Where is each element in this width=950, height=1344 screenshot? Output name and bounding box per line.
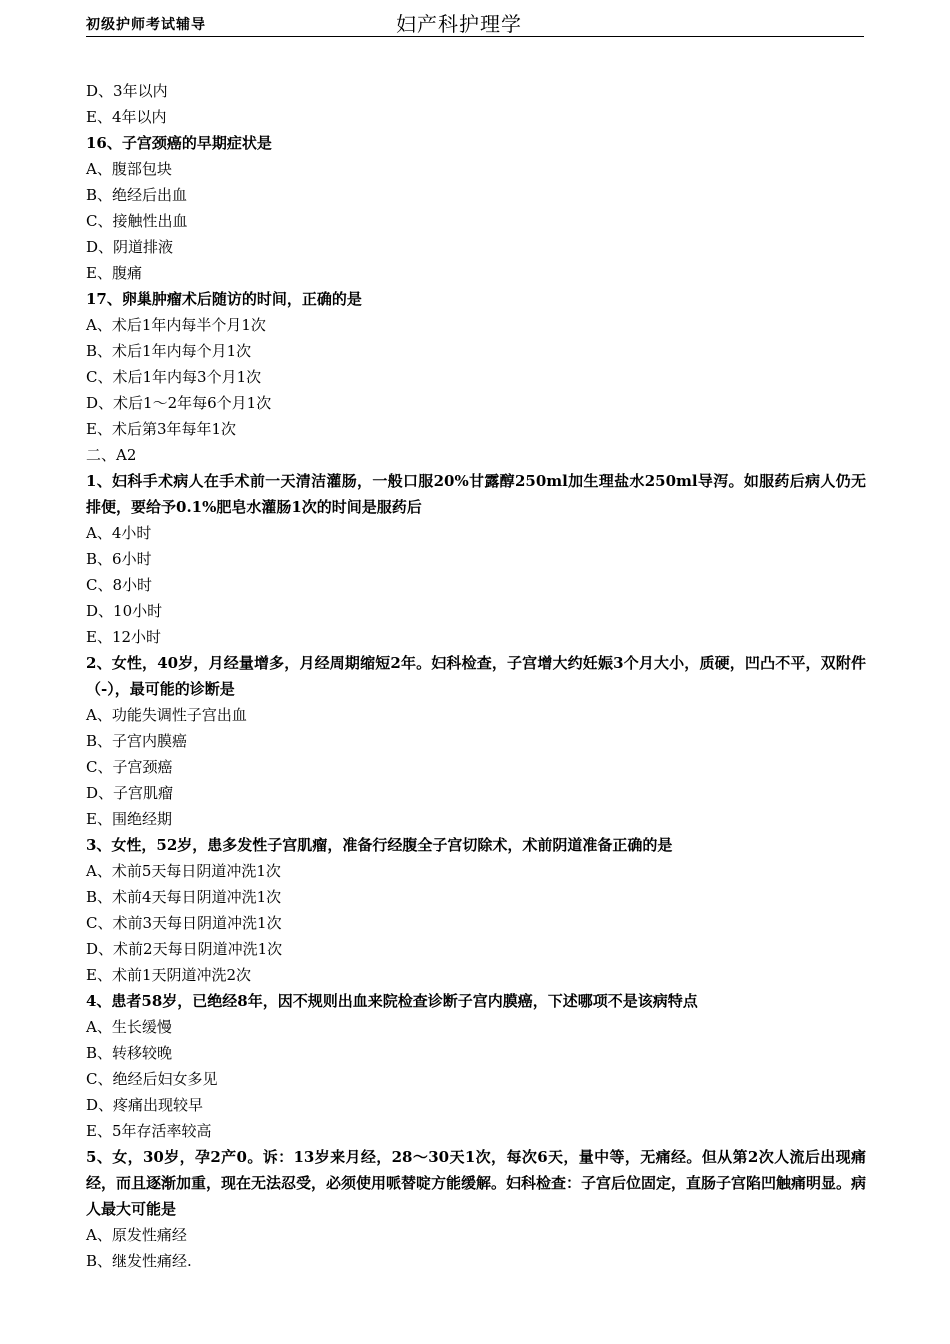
option-d: D、疼痛出现较早 (86, 1096, 204, 1114)
document-body (86, 78, 866, 1274)
option-b: B、6小时 (86, 550, 152, 568)
option-d: D、10小时 (86, 602, 163, 620)
option-b: B、转移较晚 (86, 1044, 173, 1062)
option-a: A、4小时 (86, 524, 152, 542)
option-d: D、术后1～2年每6个月1次 (86, 394, 272, 412)
question-a2-4: 4、患者58岁，已绝经8年，因不规则出血来院检查诊断子宫内膜癌，下述哪项不是该病特点 (86, 992, 698, 1010)
option-d: D、子宫肌瘤 (86, 784, 174, 802)
option-d: D、术前2天每日阴道冲洗1次 (86, 940, 283, 958)
option-d: D、3年以内 (86, 82, 168, 100)
option-e: E、术后第3年每年1次 (86, 420, 237, 438)
option-e: E、围绝经期 (86, 810, 172, 828)
option-b: B、继发性痛经. (86, 1252, 192, 1270)
page-header (86, 8, 864, 37)
option-b: B、术前4天每日阴道冲洗1次 (86, 888, 282, 906)
question-17: 17、卵巢肿瘤术后随访的时间，正确的是 (86, 290, 362, 308)
option-e: E、5年存活率较高 (86, 1122, 212, 1140)
question-16: 16、子宫颈癌的早期症状是 (86, 134, 272, 152)
option-c: C、8小时 (86, 576, 153, 594)
question-a2-1: 1、妇科手术病人在手术前一天清洁灌肠，一般口服20%甘露醇250ml加生理盐水250ml导泻。如服药后病人仍无排便，要给予0.1%肥皂水灌肠1次的时间是服药后 (86, 472, 866, 516)
option-c: C、子宫颈癌 (86, 758, 173, 776)
question-a2-3: 3、女性，52岁，患多发性子宫肌瘤，准备行经腹全子宫切除术，术前阴道准备正确的是 (86, 836, 673, 854)
option-c: C、接触性出血 (86, 212, 188, 230)
option-a: A、生长缓慢 (86, 1018, 172, 1036)
option-e: E、4年以内 (86, 108, 167, 126)
option-a: A、术后1年内每半个月1次 (86, 316, 266, 334)
option-a: A、原发性痛经 (86, 1226, 187, 1244)
option-e: E、12小时 (86, 628, 162, 646)
option-b: B、术后1年内每个月1次 (86, 342, 252, 360)
option-a: A、腹部包块 (86, 160, 172, 178)
section-heading: 二、A2 (86, 446, 137, 464)
question-a2-2: 2、女性，40岁，月经量增多，月经周期缩短2年。妇科检查，子宫增大约妊娠3个月大小，质硬，凹凸不平，双附件（-），最可能的诊断是 (86, 654, 866, 698)
option-d: D、阴道排液 (86, 238, 174, 256)
question-a2-5: 5、女，30岁，孕2产0。诉：13岁来月经，28～30天1次，每次6天，量中等，无痛经。但从第2次人流后出现痛经，而且逐渐加重，现在无法忍受，必须使用哌替啶方能缓解。妇科检查：子宫后位固定，直肠子宫陷凹触痛明显。病人最大可能是 (86, 1148, 867, 1218)
option-c: C、术后1年内每3个月1次 (86, 368, 262, 386)
option-e: E、术前1天阴道冲洗2次 (86, 966, 252, 984)
header-course-name: 初级护师考试辅导 (86, 17, 206, 33)
header-title: 妇产科护理学 (396, 12, 522, 36)
option-a: A、功能失调性子宫出血 (86, 706, 247, 724)
option-b: B、绝经后出血 (86, 186, 188, 204)
option-a: A、术前5天每日阴道冲洗1次 (86, 862, 281, 880)
option-c: C、术前3天每日阴道冲洗1次 (86, 914, 282, 932)
option-b: B、子宫内膜癌 (86, 732, 188, 750)
option-e: E、腹痛 (86, 264, 142, 282)
option-c: C、绝经后妇女多见 (86, 1070, 218, 1088)
